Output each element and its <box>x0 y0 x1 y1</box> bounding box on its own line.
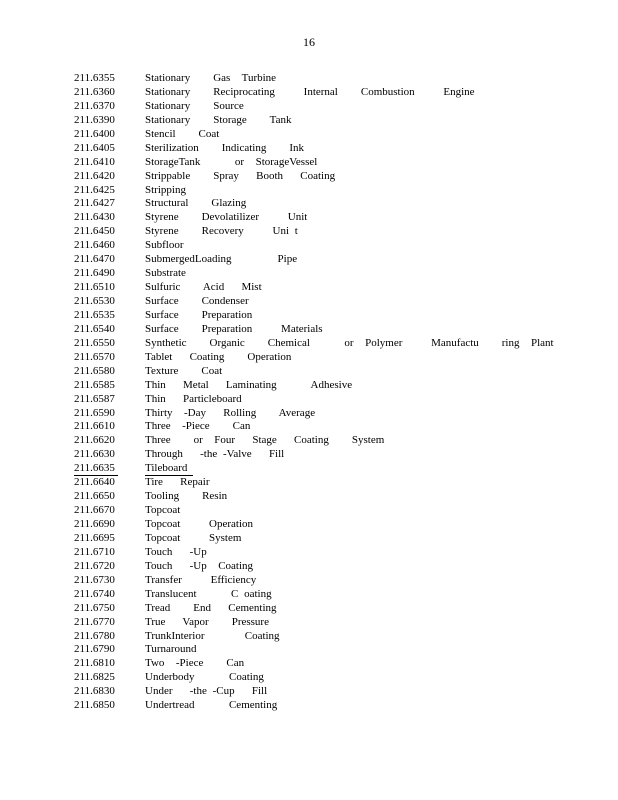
section-number: 211.6460 <box>74 239 115 252</box>
section-number: 211.6830 <box>74 685 115 698</box>
section-number: 211.6355 <box>74 72 115 84</box>
defined-term: Surface Preparation <box>145 308 253 321</box>
section-number: 211.6635 <box>74 462 115 475</box>
defined-term: Styrene Recovery Uni t <box>145 225 298 238</box>
defined-term: Thin Particleboard <box>145 392 242 405</box>
section-number: 211.6770 <box>74 615 115 628</box>
section-number: 211.6490 <box>74 267 115 280</box>
defined-term: Stationary Reciprocating Internal Combustion Engine <box>145 85 475 98</box>
section-number: 211.6410 <box>74 155 115 168</box>
defined-term: Touch -Up Coating <box>145 559 254 572</box>
section-number: 211.6825 <box>74 671 115 684</box>
defined-term: Substrate <box>145 267 186 280</box>
defined-term: Texture Coat <box>145 364 223 377</box>
defined-term: Strippable Spray Booth Coating <box>145 169 336 182</box>
section-number: 211.6530 <box>74 295 115 307</box>
section-number: 211.6730 <box>74 573 115 586</box>
section-number: 211.6610 <box>74 420 115 433</box>
defined-term: Thirty -Day Rolling Average <box>145 406 316 419</box>
defined-term: Tread End Cementing <box>145 601 277 614</box>
section-number: 211.6650 <box>74 490 115 503</box>
section-number: 211.6405 <box>74 141 115 154</box>
defined-term: Subfloor <box>145 239 184 252</box>
defined-term: Surface Condenser <box>145 295 249 307</box>
defined-term: Underbody Coating <box>145 671 264 684</box>
section-number: 211.6580 <box>74 364 115 377</box>
defined-term: Through -the -Valve Fill <box>145 448 285 461</box>
defined-term: Surface Preparation Materials <box>145 322 323 335</box>
section-number: 211.6360 <box>74 85 115 98</box>
defined-term: Stencil Coat <box>145 127 220 140</box>
defined-term: Tire Repair <box>145 476 210 489</box>
section-number: 211.6450 <box>74 225 115 238</box>
defined-term: Touch -Up <box>145 545 207 558</box>
section-number: 211.6427 <box>74 197 115 210</box>
defined-term: Translucent C oating <box>145 587 272 600</box>
section-number: 211.6850 <box>74 699 115 712</box>
section-number: 211.6540 <box>74 322 115 335</box>
defined-term: SubmergedLoading Pipe <box>145 253 298 266</box>
section-number: 211.6370 <box>74 99 115 112</box>
section-number: 211.6470 <box>74 253 115 266</box>
defined-term: Structural Glazing <box>145 197 247 210</box>
defined-term: Transfer Efficiency <box>145 573 257 586</box>
defined-term: Tileboard <box>145 462 188 475</box>
section-number: 211.6690 <box>74 518 115 530</box>
section-number: 211.6630 <box>74 448 115 461</box>
defined-term: Topcoat <box>145 504 181 517</box>
section-number: 211.6590 <box>74 406 115 419</box>
defined-term: Turnaround <box>145 643 197 656</box>
section-number: 211.6550 <box>74 336 115 349</box>
defined-term: Sulfuric Acid Mist <box>145 281 262 294</box>
section-number: 211.6400 <box>74 127 115 140</box>
defined-term: Synthetic Organic Chemical or Polymer Manufactu ring Plant <box>145 336 554 349</box>
defined-term: True Vapor Pressure <box>145 615 269 628</box>
defined-term: Tooling Resin <box>145 490 228 503</box>
defined-term: TrunkInterior Coating <box>145 629 280 642</box>
section-number: 211.6720 <box>74 559 115 572</box>
defined-term: Sterilization Indicating Ink <box>145 141 305 154</box>
section-number: 211.6750 <box>74 601 115 614</box>
defined-term: Under -the -Cup Fill <box>145 685 268 698</box>
defined-term: Topcoat Operation <box>145 518 254 530</box>
defined-term: Styrene Devolatilizer Unit <box>145 211 308 224</box>
section-number: 211.6670 <box>74 504 115 517</box>
section-number: 211.6695 <box>74 531 115 544</box>
section-number: 211.6620 <box>74 434 115 447</box>
section-number: 211.6810 <box>74 657 115 670</box>
section-number: 211.6640 <box>74 476 115 489</box>
defined-term: Undertread Cementing <box>145 699 278 712</box>
defined-term: Stationary Source <box>145 99 244 112</box>
section-number: 211.6780 <box>74 629 115 642</box>
section-number: 211.6420 <box>74 169 115 182</box>
section-number: 211.6587 <box>74 392 115 405</box>
section-number: 211.6430 <box>74 211 115 224</box>
defined-term: Three or Four Stage Coating System <box>145 434 385 447</box>
section-number: 211.6710 <box>74 545 115 558</box>
defined-term: Stationary Gas Turbine <box>145 72 277 84</box>
section-number: 211.6510 <box>74 281 115 294</box>
defined-term: Tablet Coating Operation <box>145 350 292 363</box>
defined-term: Three -Piece Can <box>145 420 251 433</box>
section-number: 211.6585 <box>74 378 115 391</box>
section-number: 211.6425 <box>74 183 115 196</box>
defined-term: StorageTank or StorageVessel <box>145 155 318 168</box>
defined-term: Stationary Storage Tank <box>145 113 292 126</box>
defined-term: Stripping <box>145 183 186 196</box>
section-number: 211.6535 <box>74 308 115 321</box>
defined-term: Topcoat System <box>145 531 242 544</box>
section-number: 211.6790 <box>74 643 115 656</box>
defined-term: Thin Metal Laminating Adhesive <box>145 378 353 391</box>
section-number: 211.6390 <box>74 113 115 126</box>
defined-term: Two -Piece Can <box>145 657 245 670</box>
section-number: 211.6740 <box>74 587 115 600</box>
page-number: 16 <box>303 35 315 49</box>
section-number: 211.6570 <box>74 350 115 363</box>
